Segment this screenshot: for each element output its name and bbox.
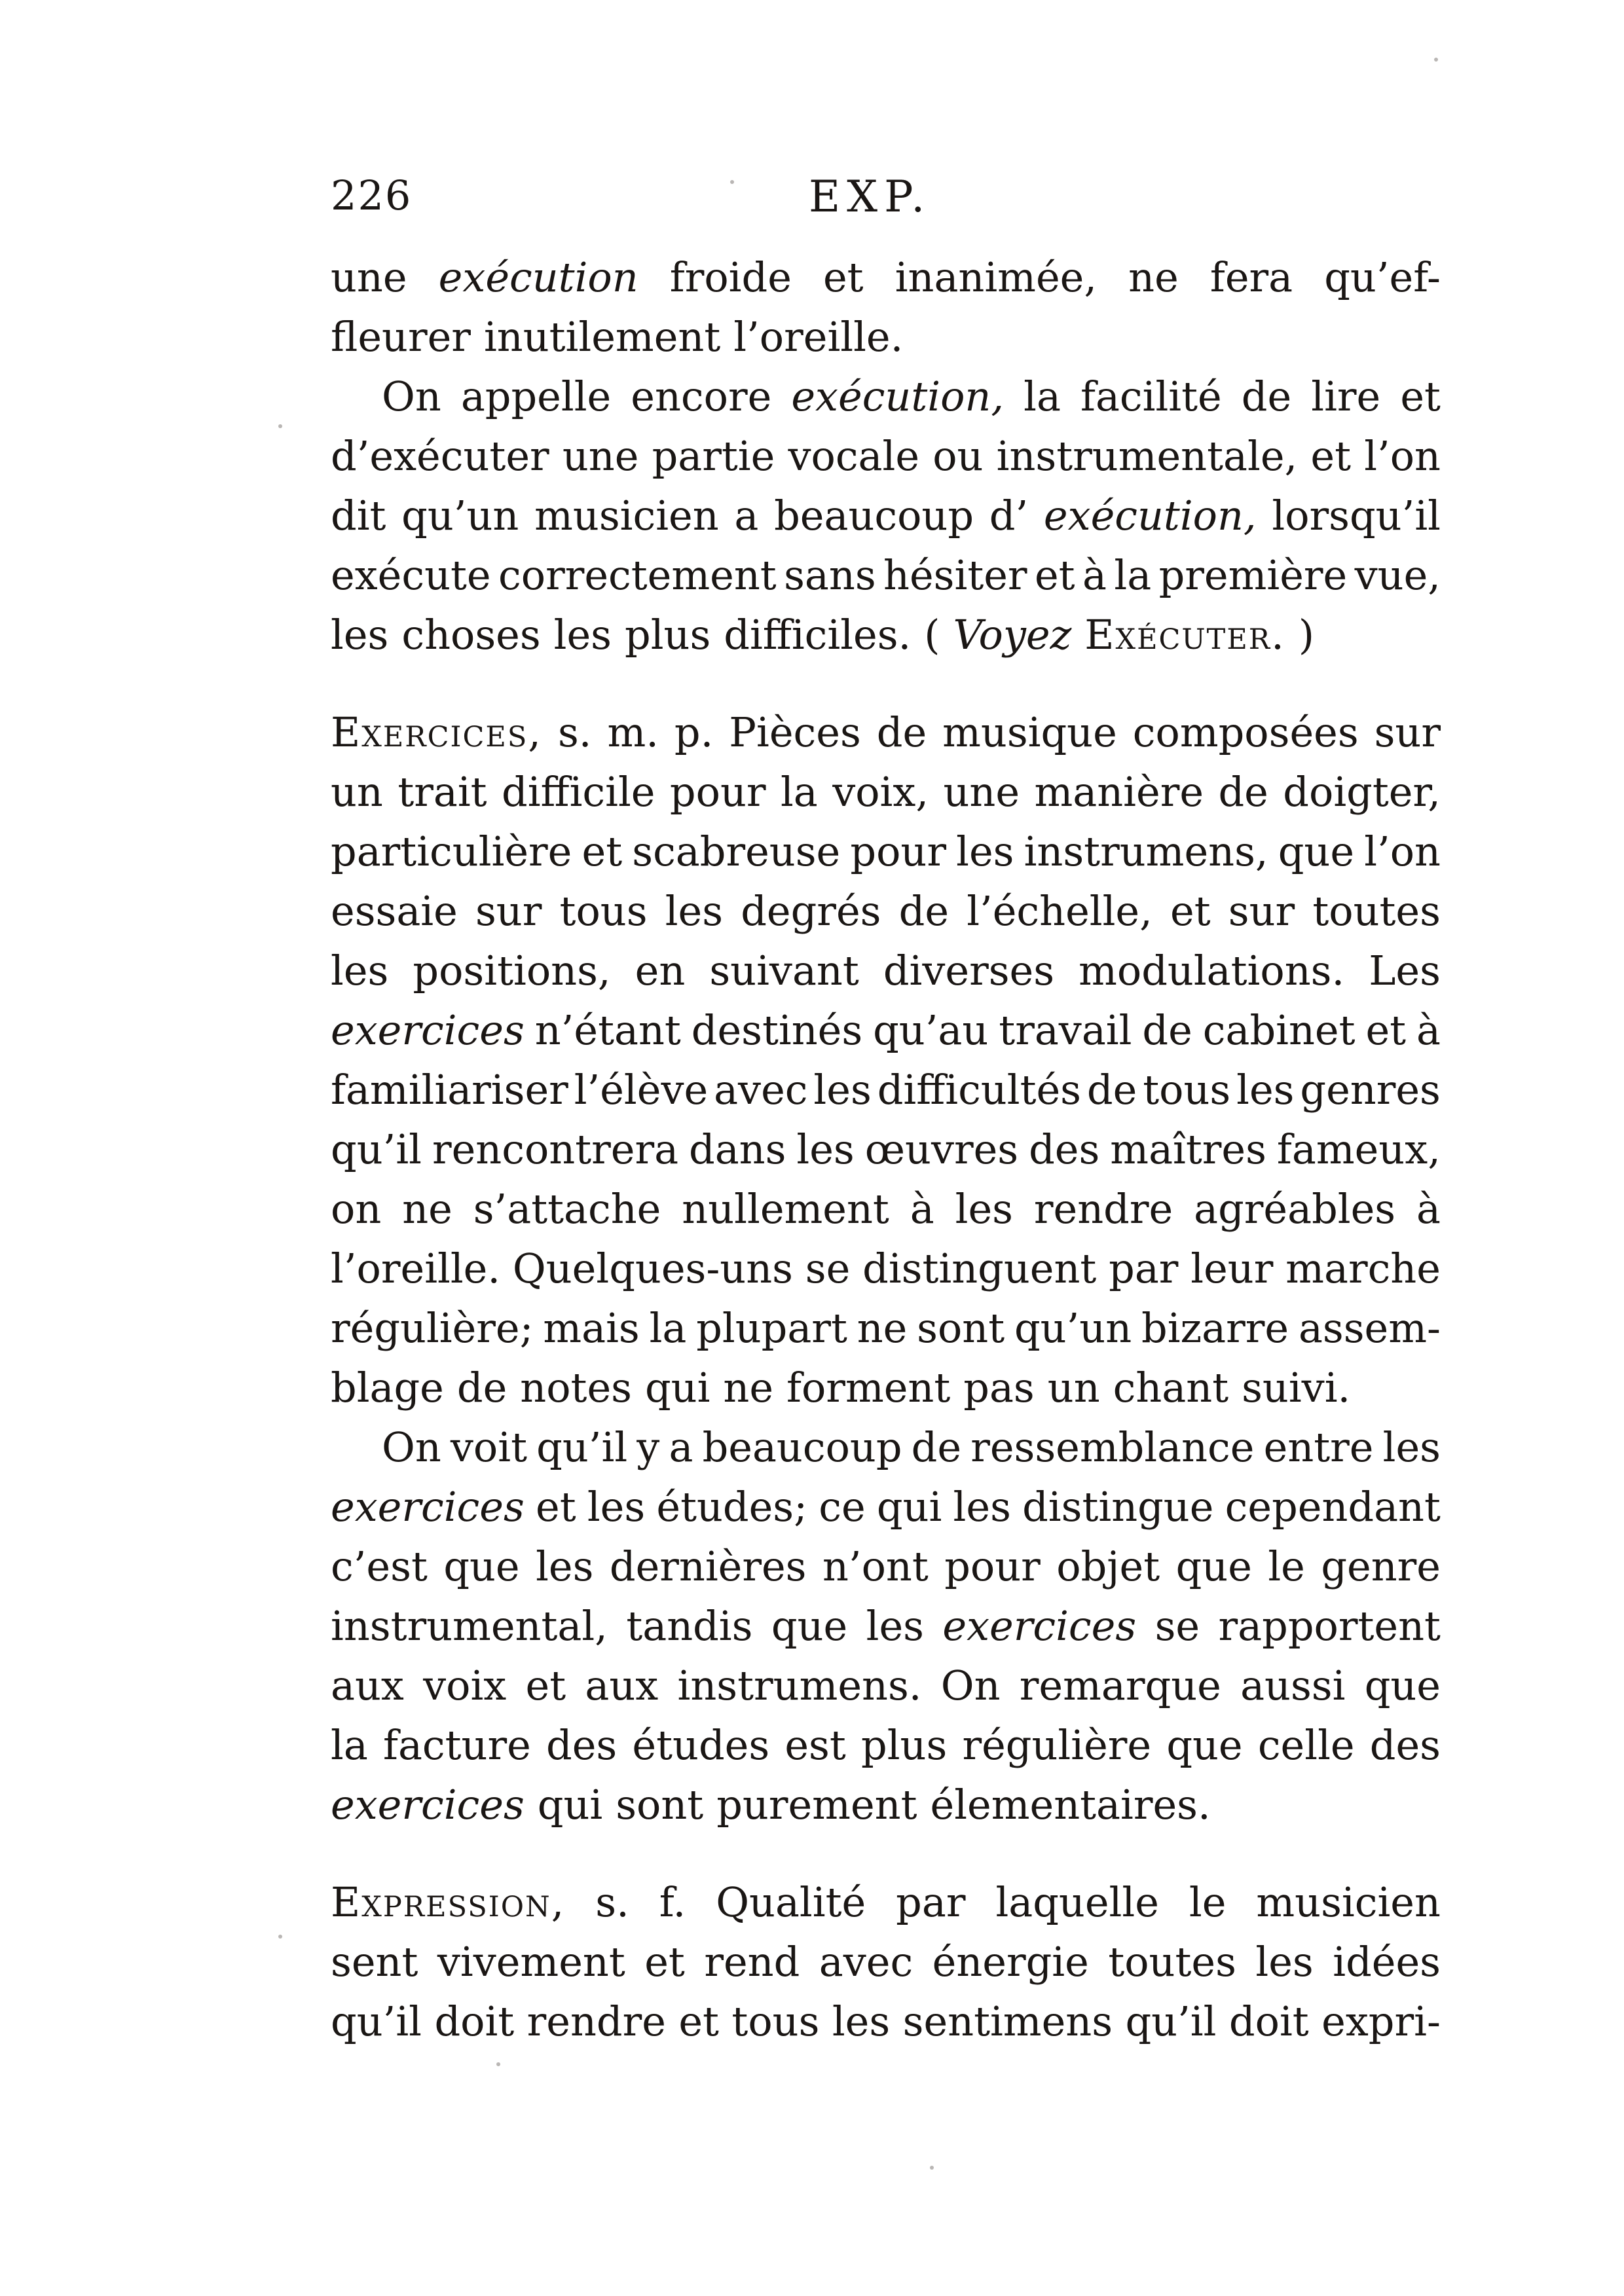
word: la <box>331 1721 368 1769</box>
text-line <box>331 545 1441 605</box>
word: distingue <box>1022 1483 1214 1531</box>
text-line <box>331 1656 1441 1715</box>
word: forment <box>786 1364 951 1412</box>
word: expri- <box>1321 1997 1441 2045</box>
word: sur <box>1374 708 1441 756</box>
word: s. <box>557 708 592 756</box>
word: les <box>953 1483 1011 1531</box>
word: composées <box>1132 708 1359 756</box>
entry-headword: Exécuter. <box>1084 611 1285 659</box>
word: une <box>562 432 639 480</box>
word: remarque <box>1019 1662 1221 1709</box>
word: se <box>805 1245 851 1292</box>
word: l’oreille. <box>331 1245 501 1292</box>
word: sans <box>784 551 876 599</box>
text-line <box>331 1060 1441 1120</box>
word: instrumens, <box>1024 828 1268 875</box>
word: les <box>331 611 389 659</box>
word: et <box>536 1483 576 1531</box>
word: chant <box>1113 1364 1229 1412</box>
word: un <box>1047 1364 1100 1412</box>
word: l’échelle, <box>967 887 1153 935</box>
word: qui <box>644 1364 710 1412</box>
word: ou <box>932 432 984 480</box>
word: lire <box>1311 373 1381 420</box>
word: se <box>1154 1602 1200 1650</box>
word: à <box>1416 1185 1441 1233</box>
word: qu’il <box>1125 1997 1217 2045</box>
body-text <box>331 247 1441 2051</box>
word: genres <box>1300 1066 1441 1114</box>
word: bizarre <box>1141 1304 1289 1352</box>
word: et <box>1400 373 1441 420</box>
word: inutilement <box>483 313 721 361</box>
text-line <box>331 822 1441 881</box>
word: tandis <box>626 1602 753 1650</box>
paragraph-gap <box>331 665 1441 702</box>
word: l’on <box>1364 828 1441 875</box>
word: difficultés <box>877 1066 1081 1114</box>
text-line <box>331 762 1441 822</box>
word: musicien <box>534 492 719 539</box>
word: sont <box>616 1781 704 1829</box>
word: c’est <box>331 1542 428 1590</box>
word: de <box>898 887 950 935</box>
word: pour <box>850 828 946 875</box>
word: les <box>1236 1066 1295 1114</box>
word: qui <box>537 1781 603 1829</box>
word: nullement <box>682 1185 889 1233</box>
word: s. <box>595 1878 629 1926</box>
word: de <box>456 1364 507 1412</box>
word: les <box>587 1483 646 1531</box>
text-line <box>331 941 1441 1000</box>
word: plus <box>861 1721 948 1769</box>
text-line <box>331 1992 1441 2051</box>
italic-word: Voyez <box>953 611 1072 659</box>
word: les <box>796 1125 855 1173</box>
word: rend <box>704 1938 800 1986</box>
word: toutes <box>1108 1938 1236 1986</box>
word: froide <box>669 253 792 301</box>
word: l’on <box>1364 432 1441 480</box>
word: tous <box>559 887 648 935</box>
italic-word: exercices <box>942 1602 1137 1650</box>
paragraph-gap <box>331 1834 1441 1872</box>
word: aux <box>585 1662 659 1709</box>
word: est <box>784 1721 846 1769</box>
text-line <box>331 1120 1441 1179</box>
text-line <box>331 1596 1441 1656</box>
word: assem- <box>1298 1304 1441 1352</box>
word: l’élève <box>574 1066 709 1114</box>
word: plus <box>625 611 711 659</box>
italic-word: exécution, <box>791 373 1005 420</box>
word: ( <box>924 611 940 659</box>
word: facture <box>383 1721 531 1769</box>
word: doigter, <box>1283 768 1441 816</box>
word: les <box>956 828 1014 875</box>
word: rendre <box>1033 1185 1173 1233</box>
word: tous <box>731 1997 820 2045</box>
word: la <box>649 1304 687 1352</box>
word: objet <box>1056 1542 1160 1590</box>
word: sentimens <box>902 1997 1113 2045</box>
italic-word: exercices <box>331 1006 525 1054</box>
word: ne <box>1128 253 1179 301</box>
word: qui <box>876 1483 942 1531</box>
word: m. <box>607 708 659 756</box>
word: par <box>1109 1245 1179 1292</box>
word: sent <box>331 1938 418 1986</box>
word: appelle <box>460 373 612 420</box>
word: que <box>1166 1721 1243 1769</box>
scan-speck <box>278 1935 282 1939</box>
word: n’ont <box>822 1542 929 1590</box>
word: beaucoup <box>702 1423 902 1471</box>
word: des <box>546 1721 618 1769</box>
word: degrés <box>741 887 881 935</box>
word: fera <box>1209 253 1293 301</box>
word: idées <box>1333 1938 1441 1986</box>
entry-headword: Exercices, <box>331 708 542 756</box>
word: à <box>1416 1006 1441 1054</box>
word: exécute <box>331 551 491 599</box>
word: de <box>1086 1066 1137 1114</box>
word: Quelques-uns <box>512 1245 793 1292</box>
text-line <box>331 1179 1441 1239</box>
text-line <box>331 247 1441 307</box>
word: les <box>665 887 724 935</box>
word: positions, <box>413 947 611 994</box>
word: qu’il <box>331 1125 422 1173</box>
scan-speck <box>278 424 282 428</box>
word: toutes <box>1312 887 1441 935</box>
word: et <box>1034 551 1075 599</box>
word: de <box>876 708 927 756</box>
word: trait <box>397 768 487 816</box>
running-title: EXP. <box>809 172 932 222</box>
word: ne <box>857 1304 908 1352</box>
word: pas <box>963 1364 1035 1412</box>
word: travail <box>999 1006 1132 1054</box>
text-line <box>331 426 1441 486</box>
word: dans <box>689 1125 786 1173</box>
word: qu’il <box>536 1423 628 1471</box>
word: en <box>635 947 686 994</box>
word: et <box>644 1938 685 1986</box>
text-line <box>331 1775 1441 1834</box>
word: rapportent <box>1218 1602 1441 1650</box>
word: un <box>331 768 383 816</box>
word: beaucoup <box>774 492 974 539</box>
word: et <box>1170 887 1211 935</box>
text-line <box>331 881 1441 941</box>
word: musique <box>942 708 1117 756</box>
word: essaie <box>331 887 458 935</box>
word: mais <box>543 1304 640 1352</box>
word: les <box>813 1066 872 1114</box>
word: les <box>866 1602 924 1650</box>
word: correctement <box>498 551 777 599</box>
word: dernières <box>609 1542 807 1590</box>
word: instrumens. <box>677 1662 922 1709</box>
word: à <box>1082 551 1107 599</box>
word: diverses <box>883 947 1055 994</box>
word: sur <box>475 887 542 935</box>
word: On <box>382 373 441 420</box>
word: que <box>1175 1542 1252 1590</box>
word: particulière <box>331 828 572 875</box>
word: et <box>1365 1006 1407 1054</box>
word: maîtres <box>1110 1125 1266 1173</box>
word: avec <box>819 1938 913 1986</box>
word: énergie <box>932 1938 1089 1986</box>
italic-word: exécution, <box>1043 492 1257 539</box>
word: et <box>822 253 864 301</box>
word: scabreuse <box>632 828 841 875</box>
word: Qualité <box>716 1878 866 1926</box>
text-line <box>331 1000 1441 1060</box>
word: qu’un <box>401 492 519 539</box>
word: et <box>1310 432 1352 480</box>
word: élementaires. <box>930 1781 1211 1829</box>
italic-word: exercices <box>331 1781 525 1829</box>
word: aussi <box>1240 1662 1346 1709</box>
word: cabinet <box>1202 1006 1356 1054</box>
word: blage <box>331 1364 444 1412</box>
word: manière <box>1034 768 1204 816</box>
text-line <box>331 1932 1441 1992</box>
word: s’attache <box>473 1185 661 1233</box>
word: partie <box>652 432 775 480</box>
word: ne <box>723 1364 774 1412</box>
scan-speck <box>496 2062 500 2066</box>
word: études; <box>656 1483 808 1531</box>
word: sont <box>917 1304 1005 1352</box>
word: y <box>637 1423 660 1471</box>
word: inanimée, <box>895 253 1098 301</box>
word: plupart <box>696 1304 847 1352</box>
word: difficiles. <box>724 611 912 659</box>
word: les <box>553 611 612 659</box>
word: la <box>780 768 818 816</box>
word: la <box>1114 551 1152 599</box>
word: suivant <box>709 947 859 994</box>
word: Les <box>1369 947 1441 994</box>
entry-headword: Expression, <box>331 1878 566 1926</box>
word: pour <box>669 768 766 816</box>
word: les <box>536 1542 594 1590</box>
word: genre <box>1321 1542 1441 1590</box>
word: f. <box>659 1878 686 1926</box>
text-line <box>331 1872 1441 1932</box>
word: la <box>1024 373 1061 420</box>
word: on <box>331 1185 382 1233</box>
word: doit <box>1228 1997 1309 2045</box>
word: avec <box>714 1066 808 1114</box>
word: que <box>1364 1662 1441 1709</box>
word: vue, <box>1354 551 1441 599</box>
word: à <box>910 1185 934 1233</box>
word: instrumentale, <box>996 432 1298 480</box>
word: encore <box>631 373 772 420</box>
word: pour <box>944 1542 1041 1590</box>
word: aux <box>331 1662 404 1709</box>
text-line <box>331 1417 1441 1477</box>
word: voix, <box>832 768 929 816</box>
word: p. <box>674 708 714 756</box>
word: fameux, <box>1276 1125 1441 1173</box>
word: leur <box>1190 1245 1274 1292</box>
text-line <box>331 307 1441 367</box>
word: ne <box>402 1185 452 1233</box>
word: suivi. <box>1242 1364 1351 1412</box>
word: par <box>896 1878 966 1926</box>
word: rencontrera <box>432 1125 679 1173</box>
word: marche <box>1285 1245 1441 1292</box>
word: et <box>581 828 623 875</box>
word: instrumental, <box>331 1602 608 1650</box>
word: et <box>678 1997 719 2045</box>
word: œuvres <box>864 1125 1019 1173</box>
word: cependant <box>1225 1483 1441 1531</box>
word: purement <box>716 1781 917 1829</box>
word: que <box>771 1602 848 1650</box>
word: régulière <box>962 1721 1152 1769</box>
text-line <box>331 605 1441 665</box>
word: de <box>1142 1006 1192 1054</box>
word: d’exécuter <box>331 432 549 480</box>
word: l’oreille. <box>733 313 904 361</box>
word: a <box>734 492 759 539</box>
word: familiariser <box>331 1066 568 1114</box>
word: destinés <box>691 1006 863 1054</box>
page-number: 226 <box>331 172 413 219</box>
word: de <box>911 1423 962 1471</box>
text-line <box>331 1298 1441 1358</box>
word: première <box>1158 551 1348 599</box>
word: voix <box>423 1662 507 1709</box>
word: vivement <box>437 1938 625 1986</box>
text-line <box>331 1715 1441 1775</box>
word: de <box>1241 373 1292 420</box>
word: des <box>1029 1125 1100 1173</box>
word: d’ <box>989 492 1029 539</box>
word: voit <box>450 1423 528 1471</box>
word: ressemblance <box>970 1423 1255 1471</box>
word: les <box>1255 1938 1314 1986</box>
word: ) <box>1298 611 1315 659</box>
word: une <box>943 768 1020 816</box>
word: qu’ef- <box>1324 253 1441 301</box>
scan-speck <box>930 2166 934 2170</box>
running-head <box>331 172 1444 230</box>
word: les <box>832 1997 891 2045</box>
word: distinguent <box>862 1245 1097 1292</box>
word: vocale <box>788 432 920 480</box>
word: doit <box>434 1997 515 2045</box>
word: que <box>443 1542 520 1590</box>
word: entre <box>1263 1423 1374 1471</box>
word: qu’au <box>873 1006 989 1054</box>
word: les <box>1382 1423 1441 1471</box>
word: qu’il <box>331 1997 422 2045</box>
word: lorsqu’il <box>1272 492 1441 539</box>
word: une <box>331 253 407 301</box>
word: dit <box>331 492 386 539</box>
word: les <box>331 947 389 994</box>
word: de <box>1218 768 1268 816</box>
word: des <box>1369 1721 1441 1769</box>
word: celle <box>1257 1721 1355 1769</box>
word: On <box>382 1423 441 1471</box>
text-line <box>331 702 1441 762</box>
word: et <box>525 1662 566 1709</box>
word: ce <box>819 1483 866 1531</box>
text-line <box>331 1537 1441 1596</box>
italic-word: exécution <box>438 253 638 301</box>
word: que <box>1278 828 1355 875</box>
word: choses <box>401 611 541 659</box>
word: hésiter <box>883 551 1027 599</box>
word: rendre <box>526 1997 666 2045</box>
word: facilité <box>1080 373 1222 420</box>
word: modulations. <box>1079 947 1345 994</box>
scan-speck <box>1434 58 1438 62</box>
italic-word: exercices <box>331 1483 525 1531</box>
word: n’étant <box>534 1006 681 1054</box>
word: études <box>632 1721 770 1769</box>
word: fleurer <box>331 313 471 361</box>
word: laquelle <box>995 1878 1159 1926</box>
text-line <box>331 486 1441 545</box>
word: agréables <box>1194 1185 1396 1233</box>
word: a <box>669 1423 693 1471</box>
word: On <box>940 1662 1001 1709</box>
word: régulière; <box>331 1304 534 1352</box>
word: le <box>1189 1878 1227 1926</box>
word: qu’un <box>1014 1304 1132 1352</box>
scan-speck <box>730 180 734 184</box>
word: les <box>955 1185 1013 1233</box>
word: musicien <box>1256 1878 1441 1926</box>
word: notes <box>520 1364 632 1412</box>
text-line <box>331 1239 1441 1298</box>
word: le <box>1268 1542 1305 1590</box>
word: difficile <box>502 768 655 816</box>
word: Pièces <box>729 708 861 756</box>
text-line <box>331 1358 1441 1417</box>
text-line <box>331 367 1441 426</box>
word: sur <box>1228 887 1295 935</box>
text-line <box>331 1477 1441 1537</box>
word: tous <box>1143 1066 1231 1114</box>
